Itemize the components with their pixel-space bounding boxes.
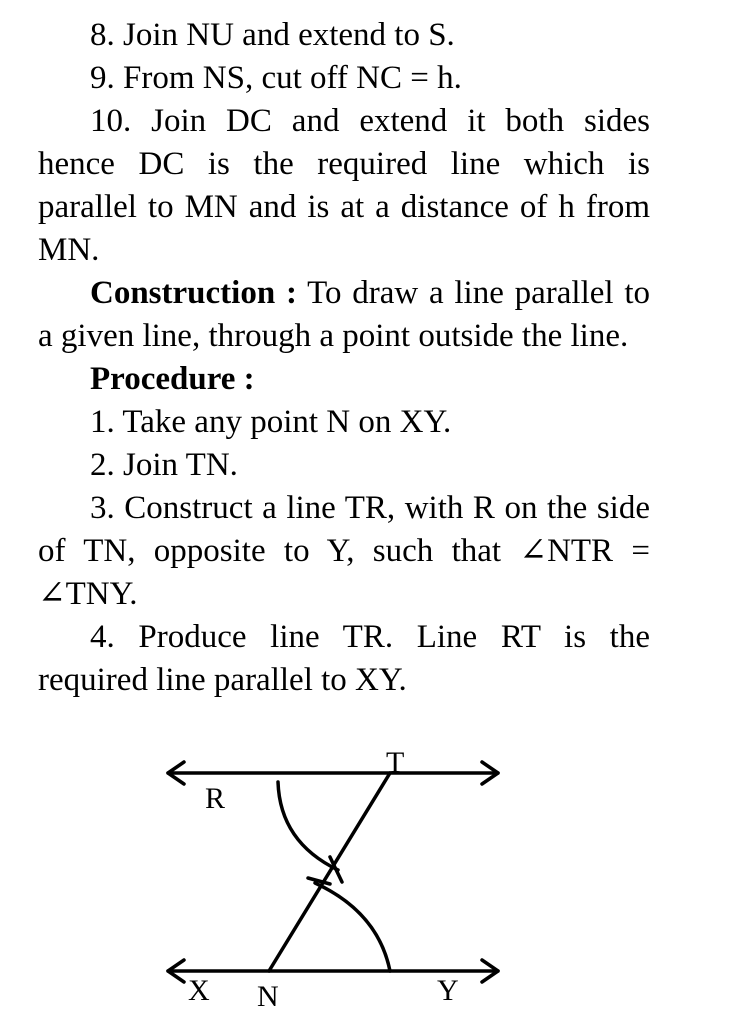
label-x: X [188,974,210,1007]
arc-at-n [315,883,390,971]
step-9: 9. From NS, cut off NC = h. [90,60,462,96]
construction-figure [0,742,733,1024]
text-block [38,14,650,702]
label-n: N [257,980,279,1013]
step-8: 8. Join NU and extend to S. [90,17,455,53]
procedure-step-1: 1. Take any point N on XY. [90,404,452,440]
label-r: R [205,782,226,815]
construction-heading: Construction : [90,275,297,311]
procedure-heading: Procedure : [90,361,255,397]
procedure-step-2: 2. Join TN. [90,447,238,483]
step-10: 10. Join DC and extend it both sides hence DC is the required line which is parallel to MN and is at a distance of h from MN. [38,103,650,268]
procedure-step-3: 3. Construct a line TR, with R on the side of TN, opposite to Y, such that ∠NTR = ∠TNY. [38,490,650,612]
construction-text: To draw a line parallel to a given line, through a point outside the line. [38,275,650,354]
label-y: Y [437,974,459,1007]
procedure-step-4: 4. Produce line TR. Line RT is the required line parallel to XY. [38,619,650,698]
label-t: T [386,746,405,779]
transversal-tn [269,773,390,971]
construction-paragraph [38,272,650,358]
